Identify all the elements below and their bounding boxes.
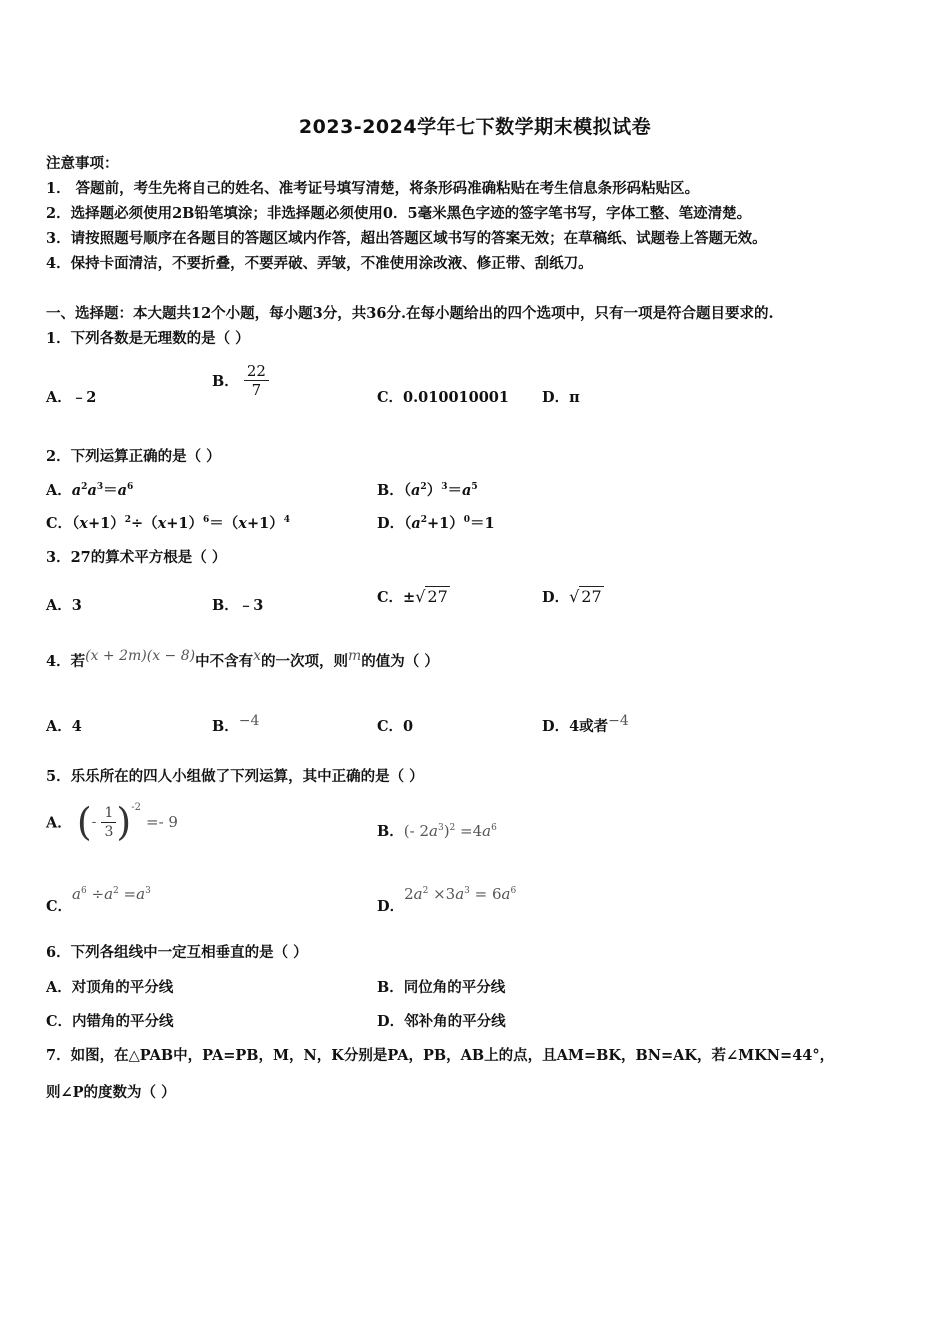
question-3-stem: 3．27的算术平方根是（ ） bbox=[46, 549, 227, 566]
q3-option-d: D．√ 27 bbox=[542, 587, 602, 606]
question-6-stem: 6．下列各组线中一定互相垂直的是（ ） bbox=[46, 944, 308, 961]
q2-option-b: B．$(a^2)^3=a^5$ bbox=[377, 482, 478, 499]
expression: (x + 2m)(x − 8) bbox=[85, 648, 196, 664]
sqrt-27: √ 27 bbox=[569, 587, 602, 606]
q1-option-c: C．0.010010001 bbox=[377, 389, 509, 406]
q6-option-a: A．对顶角的平分线 bbox=[46, 979, 174, 996]
q1-option-b: B． $\frac{22}{7}$ bbox=[212, 362, 269, 399]
q6-option-b: B．同位角的平分线 bbox=[377, 979, 506, 996]
question-5-stem: 5．乐乐所在的四人小组做了下列运算，其中正确的是（ ） bbox=[46, 768, 424, 785]
q1-option-a: A．﹣2 bbox=[46, 389, 97, 406]
notice-item: 1． 答题前，考生先将自己的姓名、准考证号填写清楚，将条形码准确粘贴在考生信息条形码粘贴区。 bbox=[46, 180, 700, 197]
page-title: 2023-2024学年七下数学期末模拟试卷 bbox=[298, 116, 652, 138]
question-1-stem: 1．下列各数是无理数的是（ ） bbox=[46, 330, 250, 347]
section-heading: 一、选择题：本大题共12个小题，每小题3分，共36分.在每小题给出的四个选项中，只有一项是符合题目要求的. bbox=[46, 305, 774, 322]
question-7-stem: 7．如图，在△PAB中，PA=PB，M，N，K分别是PA，PB，AB上的点，且AM=BK，BN=AK，若∠MKN=44°， bbox=[46, 1047, 835, 1064]
q4-option-d: D．4或者−4 bbox=[542, 713, 629, 735]
q3-option-c: C．±√ 27 bbox=[377, 587, 448, 606]
q5-option-a: A． (- $\frac{1}{3}$ )$^{-2}$ =- 9 bbox=[46, 800, 178, 844]
notice-item: 4．保持卡面清洁，不要折叠，不要弄破、弄皱，不准使用涂改液、修正带、刮纸刀。 bbox=[46, 255, 593, 272]
q3-option-a: A．3 bbox=[46, 597, 82, 614]
q3-option-b: B．﹣3 bbox=[212, 597, 264, 614]
q6-option-c: C．内错角的平分线 bbox=[46, 1013, 174, 1030]
notice-item: 2．选择题必须使用2B铅笔填涂；非选择题必须使用0．5毫米黑色字迹的签字笔书写，字体工整、笔迹清楚。 bbox=[46, 205, 752, 222]
notice-item: 3．请按照题号顺序在各题目的答题区域内作答，超出答题区域书写的答案无效；在草稿纸、试题卷上答题无效。 bbox=[46, 230, 767, 247]
fraction-1-3: $\frac{1}{3}$ bbox=[101, 804, 116, 841]
q1-option-d: D．π bbox=[542, 389, 580, 406]
q2-option-a: A．$a^2a^3=a^6$ bbox=[46, 482, 134, 499]
sqrt-27: √ 27 bbox=[415, 587, 448, 606]
q4-option-a: A．4 bbox=[46, 718, 82, 735]
q6-option-d: D．邻补角的平分线 bbox=[377, 1013, 506, 1030]
q5-option-b: B．(- $2a^3)^2 =4a^6$ bbox=[377, 822, 497, 840]
q2-option-d: D．$(a^2+1)^0=1$ bbox=[377, 515, 495, 532]
question-4-stem: 4．若(x + 2m)(x − 8)中不含有x的一次项，则m的值为（ ） bbox=[46, 648, 439, 670]
question-2-stem: 2．下列运算正确的是（ ） bbox=[46, 448, 221, 465]
question-7-stem-cont: 则∠P的度数为（ ） bbox=[46, 1084, 176, 1101]
q2-option-c: C．$(x+1)^2\div(x+1)^6=(x+1)^4$ bbox=[46, 515, 290, 532]
notice-heading: 注意事项： bbox=[46, 155, 119, 172]
fraction-22-7: $\frac{22}{7}$ bbox=[244, 362, 269, 399]
q5-option-d: D．$2a^2 \times 3a^3 = 6a^6$ bbox=[377, 885, 517, 915]
q4-option-b: B．−4 bbox=[212, 713, 260, 735]
q5-option-c: C．$a^6 \div a^2 =a^3$ bbox=[46, 885, 151, 915]
q4-option-c: C．0 bbox=[377, 718, 414, 735]
